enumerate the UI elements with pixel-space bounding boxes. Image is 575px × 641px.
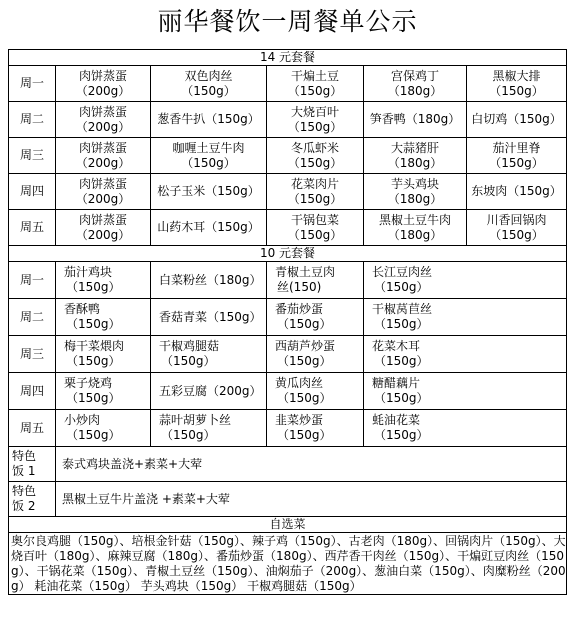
dish-cell: [56, 299, 151, 336]
dish-weight: （150g）: [181, 83, 236, 98]
page-title: 丽华餐饮一周餐单公示: [157, 7, 418, 36]
dish-cell: [151, 102, 267, 138]
dish-name: 西葫芦炒蛋: [275, 339, 336, 353]
menu10-row: [9, 299, 567, 336]
dish-weight: （180g）: [387, 83, 443, 98]
special-label-line: 饭 1: [12, 464, 36, 478]
dish-name: 韭菜炒蛋: [275, 413, 324, 427]
dish-cell: [151, 299, 267, 336]
dish-weight: （150g）: [66, 317, 121, 331]
dish-weight: （200g）: [75, 155, 131, 170]
dish-weight: （150g）: [277, 428, 332, 442]
dish-cell: [467, 102, 567, 138]
dish-name: 五彩豆腐（200g）: [159, 383, 262, 398]
dish-weight: （150g）: [374, 391, 429, 405]
dish-weight: （150g）: [66, 428, 121, 442]
dish-cell: [56, 102, 151, 138]
day-label: 周四: [9, 373, 56, 410]
menu10-row: [9, 373, 567, 410]
dish-cell: [364, 174, 467, 210]
selection-list: 奥尔良鸡腿（150g）、培根金针菇（150g）、辣子鸡（150g）、古老肉（180g）、回锅肉片（150g）、大烧百叶（180g）、麻辣豆腐（180g）、番茄炒蛋（180g）、西芹香干肉丝（150g）、干煸豇豆肉丝（150g）、干锅花菜（150g）、青椒土豆丝（150g）、油焖茄子（200g）、葱油白菜（150g）、肉糜粉丝（200g） 耗油花菜（150g） 芋头鸡块（150g） 干椒鸡腿菇（150g）: [9, 533, 567, 595]
dish-name: 肉饼蒸蛋: [78, 176, 127, 191]
special-label: [9, 447, 56, 482]
dish-name: 笋香鸭（180g）: [369, 112, 461, 126]
dish-weight: （150g）: [374, 317, 429, 331]
dish-cell: [267, 102, 364, 138]
dish-weight: （150g）: [161, 428, 216, 442]
menu14-row: [9, 102, 567, 138]
dish-name: 白切鸡（150g）: [471, 112, 562, 126]
day-label: 周五: [9, 410, 56, 447]
dish-weight: （150g）: [489, 227, 544, 242]
dish-name: 香酥鸭: [64, 302, 101, 316]
dish-name: 长江豆肉丝: [372, 265, 433, 279]
dish-cell: [267, 210, 364, 246]
menu10-header-row: [9, 246, 567, 262]
dish-name: 白菜粉丝（180g）: [159, 272, 262, 287]
dish-weight: （150g）: [66, 391, 121, 405]
dish-cell: [364, 336, 567, 373]
dish-name: 糖醋藕片: [372, 376, 421, 390]
dish-weight: （150g）: [181, 155, 236, 170]
dish-weight: （150g）: [374, 280, 429, 294]
dish-name: 青椒土豆肉: [275, 265, 336, 279]
dish-weight: （150g）: [287, 155, 343, 170]
dish-weight: （150g）: [161, 354, 216, 368]
menu10-header: 10 元套餐: [9, 246, 567, 262]
special-description: 泰式鸡块盖浇+素菜+大荤: [56, 447, 567, 482]
dish-cell: [364, 373, 567, 410]
dish-name: 黑椒大排: [492, 68, 541, 83]
day-label: 周四: [9, 174, 56, 210]
dish-name: 宫保鸡丁: [390, 68, 439, 83]
dish-name: 黑椒土豆牛肉: [378, 212, 451, 227]
dish-weight: （150g）: [66, 280, 121, 294]
special-label: [9, 482, 56, 517]
day-label: 周二: [9, 299, 56, 336]
menu14-row: [9, 138, 567, 174]
special-label-line: 特色: [12, 449, 37, 463]
special-row: [9, 482, 567, 517]
dish-cell: [56, 210, 151, 246]
dish-name: 干煸土豆: [290, 68, 339, 83]
dish-name: 肉饼蒸蛋: [78, 68, 127, 83]
dish-weight: （150g）: [277, 391, 332, 405]
dish-weight: 丝(150): [277, 280, 322, 294]
dish-name: 芋头鸡块: [390, 176, 439, 191]
dish-name: 蚝油花菜: [372, 413, 421, 427]
day-label: 周一: [9, 66, 56, 102]
dish-name: 栗子烧鸡: [64, 376, 113, 390]
dish-name: 双色肉丝: [184, 68, 233, 83]
dish-name: 茄汁鸡块: [64, 265, 113, 279]
day-label: 周二: [9, 102, 56, 138]
dish-cell: [56, 410, 151, 447]
dish-cell: [364, 210, 467, 246]
dish-cell: [364, 299, 567, 336]
dish-name: 干椒鸡腿菇: [159, 339, 220, 353]
dish-cell: [56, 138, 151, 174]
dish-weight: （150g）: [287, 83, 343, 98]
dish-cell: [151, 373, 267, 410]
dish-weight: （150g）: [374, 428, 429, 442]
dish-weight: （200g）: [75, 191, 131, 206]
dish-cell: [267, 138, 364, 174]
dish-weight: （150g）: [287, 119, 343, 134]
dish-weight: （200g）: [75, 119, 131, 134]
day-label: 周一: [9, 262, 56, 299]
special-label-line: 饭 2: [12, 499, 36, 513]
dish-cell: [267, 174, 364, 210]
dish-name: 山药木耳（150g）: [157, 220, 260, 234]
dish-weight: （150g）: [374, 354, 429, 368]
dish-name: 干椒莴苣丝: [372, 302, 433, 316]
dish-weight: （150g）: [287, 227, 343, 242]
dish-weight: （150g）: [66, 354, 121, 368]
dish-cell: [56, 66, 151, 102]
dish-weight: （150g）: [277, 354, 332, 368]
menu14-row: [9, 66, 567, 102]
dish-cell: [364, 102, 467, 138]
dish-name: 咖喱土豆牛肉: [172, 140, 245, 155]
dish-cell: [364, 262, 567, 299]
dish-name: 肉饼蒸蛋: [78, 140, 127, 155]
dish-cell: [467, 138, 567, 174]
dish-name: 花菜木耳: [372, 339, 421, 353]
menu10-row: [9, 336, 567, 373]
dish-weight: （200g）: [75, 227, 131, 242]
dish-cell: [151, 210, 267, 246]
dish-weight: （180g）: [387, 191, 443, 206]
dish-name: 肉饼蒸蛋: [78, 104, 127, 119]
day-label: 周三: [9, 336, 56, 373]
dish-cell: [151, 262, 267, 299]
dish-cell: [267, 66, 364, 102]
dish-name: 干锅包菜: [290, 212, 339, 227]
dish-weight: （150g）: [489, 155, 544, 170]
dish-cell: [56, 262, 151, 299]
dish-cell: [364, 410, 567, 447]
dish-cell: [267, 262, 364, 299]
dish-name: 茄汁里脊: [492, 140, 541, 155]
dish-cell: [267, 336, 364, 373]
dish-cell: [151, 336, 267, 373]
dish-cell: [267, 373, 364, 410]
dish-name: 番茄炒蛋: [275, 302, 324, 316]
dish-weight: （180g）: [387, 227, 443, 242]
special-label-line: 特色: [12, 484, 37, 498]
menu14-header: 14 元套餐: [9, 50, 567, 66]
dish-name: 川香回锅肉: [486, 212, 547, 227]
dish-name: 松子玉米（150g）: [157, 184, 260, 198]
special-description: 黑椒土豆牛片盖浇 +素菜+大荤: [56, 482, 567, 517]
dish-cell: [151, 410, 267, 447]
selection-body-row: [9, 533, 567, 595]
selection-header-row: [9, 517, 567, 533]
dish-cell: [467, 66, 567, 102]
dish-name: 梅干菜煨肉: [64, 339, 125, 353]
selection-header: 自选菜: [9, 517, 567, 533]
dish-name: 肉饼蒸蛋: [78, 212, 127, 227]
menu14-header-row: [9, 50, 567, 66]
dish-name: 花菜肉片: [290, 176, 339, 191]
dish-name: 东坡肉（150g）: [471, 184, 562, 198]
weekly-menu-table: [8, 49, 567, 595]
dish-cell: [267, 299, 364, 336]
dish-cell: [364, 138, 467, 174]
menu14-row: [9, 210, 567, 246]
day-label: 周五: [9, 210, 56, 246]
dish-weight: （200g）: [75, 83, 131, 98]
menu10-row: [9, 262, 567, 299]
menu10-row: [9, 410, 567, 447]
dish-cell: [151, 174, 267, 210]
dish-name: 大烧百叶: [290, 104, 339, 119]
dish-cell: [467, 174, 567, 210]
dish-name: 葱香牛扒（150g）: [157, 112, 260, 126]
day-label: 周三: [9, 138, 56, 174]
dish-name: 香菇青菜（150g）: [159, 309, 262, 324]
dish-name: 蒜叶胡萝卜丝: [159, 413, 232, 427]
dish-cell: [56, 336, 151, 373]
dish-cell: [56, 174, 151, 210]
dish-weight: （180g）: [387, 155, 443, 170]
dish-cell: [151, 66, 267, 102]
dish-weight: （150g）: [287, 191, 343, 206]
dish-name: 黄瓜肉丝: [275, 376, 324, 390]
dish-name: 大蒜猪肝: [390, 140, 439, 155]
dish-name: 冬瓜虾米: [290, 140, 339, 155]
dish-weight: （150g）: [277, 317, 332, 331]
dish-cell: [467, 210, 567, 246]
menu14-row: [9, 174, 567, 210]
dish-cell: [364, 66, 467, 102]
dish-cell: [267, 410, 364, 447]
dish-name: 小炒肉: [64, 413, 101, 427]
special-row: [9, 447, 567, 482]
dish-cell: [151, 138, 267, 174]
dish-cell: [56, 373, 151, 410]
dish-weight: （150g）: [489, 83, 544, 98]
